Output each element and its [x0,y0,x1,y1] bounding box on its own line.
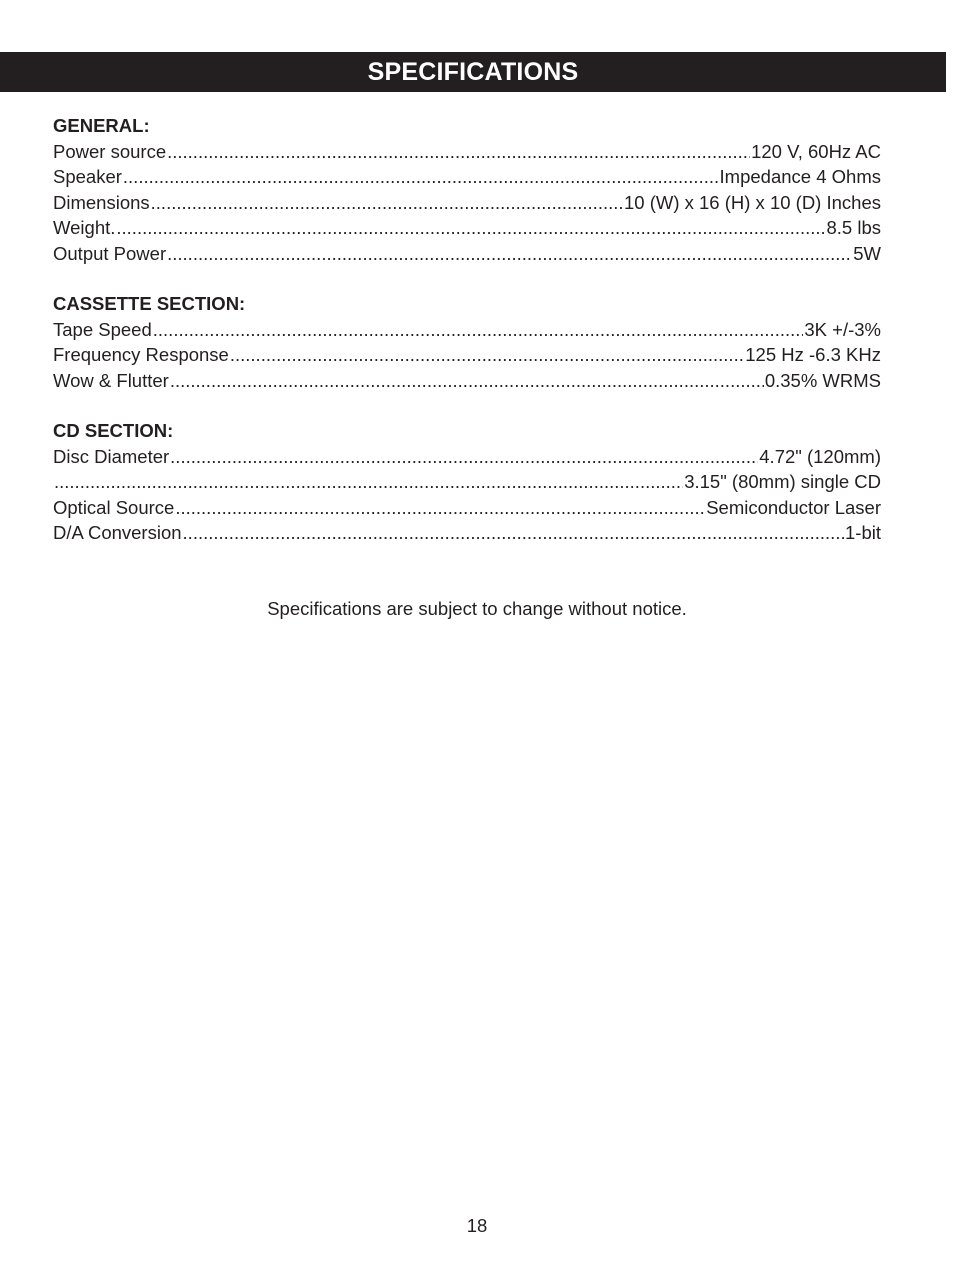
section-heading: GENERAL: [53,115,150,136]
spec-row-speaker [53,164,881,190]
spec-label: Tape Speed [53,318,152,340]
spec-label: Disc Diameter [53,445,170,467]
spec-value: 125 Hz -6.3 KHz [745,344,881,365]
spec-label: Output Power [53,242,167,264]
dot-leader [116,215,825,241]
spec-row-disc-diameter [53,444,881,470]
spec-row-frequency-response [53,342,881,368]
dot-leader [170,444,758,470]
spec-label: Frequency Response [53,344,229,365]
spec-value: 8.5 lbs [826,217,881,238]
spec-label: D/A Conversion [53,522,182,543]
dot-leader [167,241,852,267]
cd-section [53,418,881,546]
spec-value: 5W [853,242,881,264]
dot-leader [175,495,705,521]
dot-leader [54,469,683,495]
spec-row-optical-source [53,495,881,521]
cassette-section [53,291,881,393]
spec-row-tape-speed [53,317,881,343]
spec-label: Weight. [53,217,116,238]
general-section [53,113,881,266]
spec-row-power-source [53,139,881,165]
spec-row-disc-diameter-small [53,469,881,495]
specifications-content [53,113,881,571]
dot-leader [170,368,764,394]
spec-value: 0.35% WRMS [764,369,881,391]
spec-value: 1-bit [845,522,881,543]
spec-row-dimensions [53,190,881,216]
spec-value: 3K +/-3% [804,318,881,340]
page-title: SPECIFICATIONS [367,57,579,86]
spec-value: 3.15" (80mm) single CD [684,471,881,492]
spec-row-weight [53,215,881,241]
section-heading: CD SECTION: [53,420,174,441]
page-number: 18 [466,1215,488,1236]
spec-row-output-power [53,241,881,267]
dot-leader [123,164,719,190]
spec-value: 4.72" (120mm) [759,445,881,467]
spec-value: Semiconductor Laser [706,496,881,518]
section-heading: CASSETTE SECTION: [53,293,246,314]
spec-label: Power source [53,140,167,162]
spec-label: Optical Source [53,496,175,518]
spec-row-da-conversion [53,520,881,546]
dot-leader [167,139,750,165]
spec-value: Impedance 4 Ohms [719,166,881,187]
dot-leader [183,520,844,546]
spec-value: 120 V, 60Hz AC [751,140,881,162]
dot-leader [153,317,804,343]
spec-value: 10 (W) x 16 (H) x 10 (D) Inches [623,191,881,213]
spec-label: Wow & Flutter [53,369,169,391]
spec-row-wow-flutter [53,368,881,394]
dot-leader [151,190,623,216]
specifications-notice: Specifications are subject to change without notice. [267,598,687,619]
spec-label: Dimensions [53,191,150,213]
title-bar [0,52,946,92]
dot-leader [230,342,744,368]
spec-label: Speaker [53,166,122,187]
